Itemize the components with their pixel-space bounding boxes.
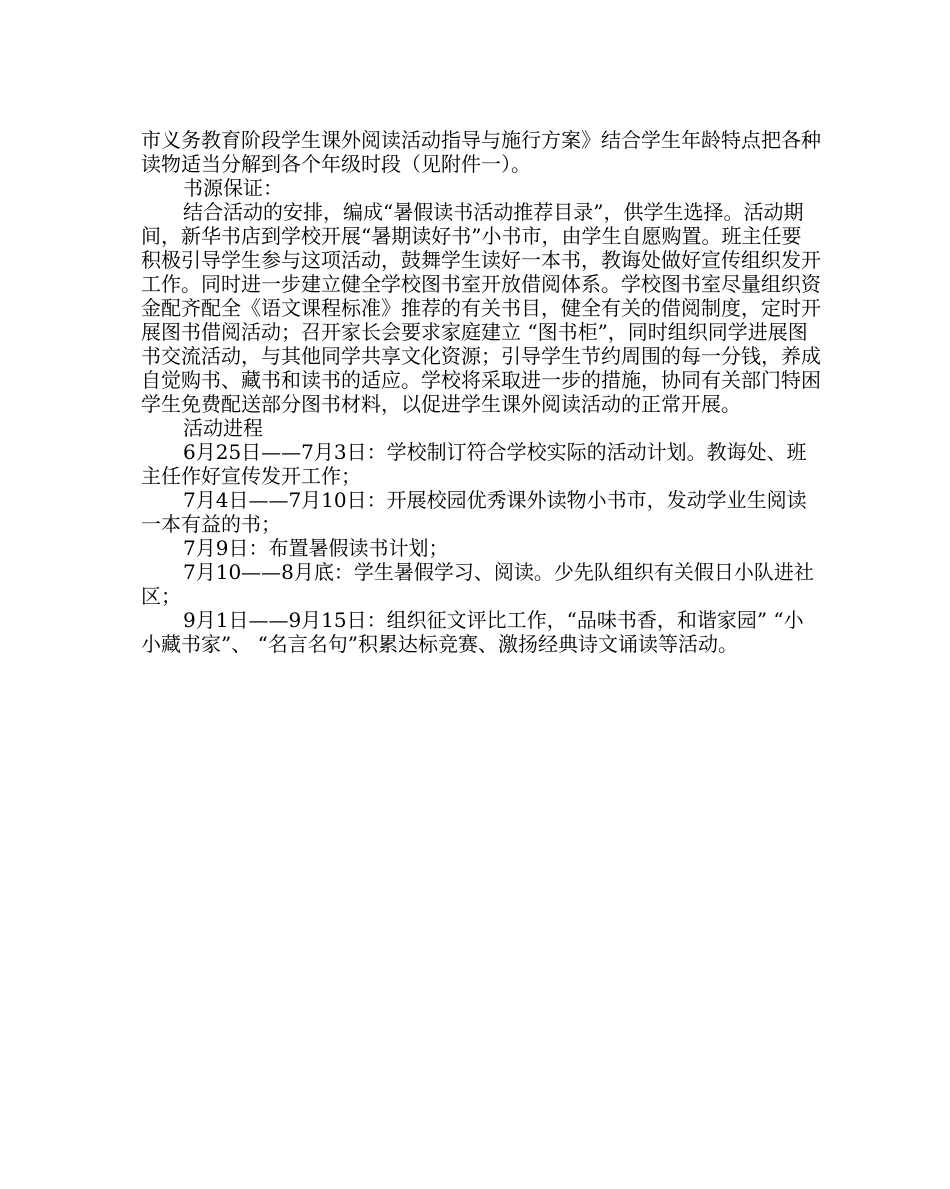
schedule-item-1: 6月25日——7月3日：学校制订符合学校实际的活动计划。教诲处、班主任作好宣传发开工作； [141,440,807,488]
paragraph-book-source: 结合活动的安排，编成“暑假读书活动推荐目录”，供学生选择。活动期间，新华书店到学校开展“暑期读好书”小书市，由学生自愿购置。班主任要积极引导学生参与这项活动，鼓舞学生读好一本书，教诲处做好宣传组织发开工作。同时进一步建立健全学校图书室开放借阅体系。学校图书室尽量组织资金配齐配全《语文课程标准》推荐的有关书目，健全有关的借阅制度，定时开展图书借阅活动；召开家长会要求家庭建立 “图书柜”，同时组织同学进展图书交流活动，与其他同学共享文化资源；引导学生节约周围的每一分钱，养成自觉购书、藏书和读书的适应。学校将采取进一步的措施，协同有关部门特困学生免费配送部分图书材料，以促进学生课外阅读活动的正常开展。 [141,200,821,416]
heading-book-source: 书源保证： [183,176,283,200]
schedule-item-3: 7月9日：布置暑假读书计划； [183,536,449,560]
schedule-item-5: 9月1日——9月15日：组织征文评比工作，“品味书香，和谐家园” “小小藏书家”、 “名言名句”积累达标竞赛、激扬经典诗文诵读等活动。 [141,608,804,656]
schedule-item-2: 7月4日——7月10日：开展校园优秀课外读物小书市，发动学业生阅读一本有益的书； [141,488,807,536]
heading-activity-schedule: 活动进程 [183,416,263,440]
document-body [141,128,821,656]
schedule-item-4: 7月10——8月底：学生暑假学习、阅读。少先队组织有关假日小队进社区； [141,560,814,608]
paragraph-intro: 市义务教育阶段学生课外阅读活动指导与施行方案》结合学生年龄特点把各种读物适当分解到各个年级时段（见附件一）。 [141,128,821,176]
